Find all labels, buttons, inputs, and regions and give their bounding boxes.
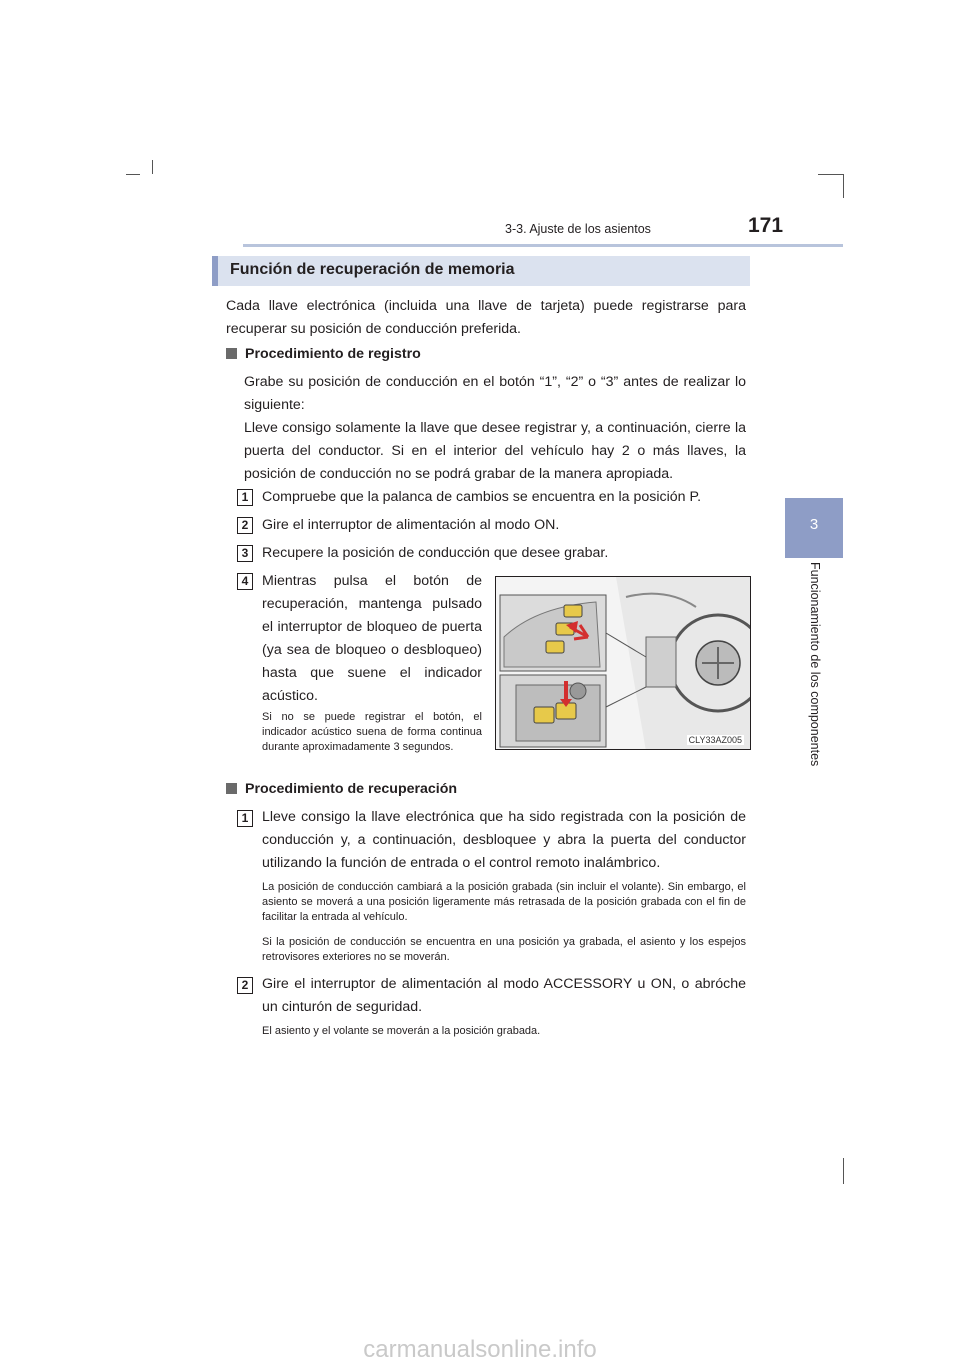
section-title: Función de recuperación de memoria bbox=[230, 261, 515, 278]
registration-step-1: Compruebe que la palanca de cambios se encuentra en la posición P. bbox=[262, 489, 702, 505]
chapter-title-vertical bbox=[800, 562, 830, 782]
crop-mark bbox=[152, 160, 153, 174]
header-rule bbox=[243, 244, 843, 247]
bullet-square-icon bbox=[226, 783, 237, 794]
registration-note: Si no se puede registrar el botón, el indicador acústico suena de forma continua durante aproximadamente 3 segundos. bbox=[262, 711, 482, 753]
chapter-tab bbox=[785, 498, 843, 558]
recall-note-2: El asiento y el volante se moverán a la posición grabada. bbox=[262, 1025, 541, 1037]
registration-heading bbox=[226, 346, 421, 362]
registration-step-4: Mientras pulsa el botón de recuperación, mantenga pulsado el interruptor de bloqueo de puerta (ya sea de bloqueo o desbloqueo) hasta que suene el indicador acústico. bbox=[262, 573, 482, 704]
registration-step-3: Recupere la posición de conducción que desee grabar. bbox=[262, 545, 609, 561]
step-number-badge: 3 bbox=[237, 545, 253, 562]
recall-heading-text: Procedimiento de recuperación bbox=[245, 781, 458, 797]
footer-watermark: carmanualsonline.info bbox=[363, 1336, 597, 1363]
crop-mark bbox=[843, 174, 844, 198]
recall-heading bbox=[226, 781, 457, 797]
intro-paragraph: Cada llave electrónica (incluida una llave de tarjeta) puede registrarse para recuperar su posición de conducción preferida. bbox=[226, 298, 746, 337]
registration-step-2: Gire el interruptor de alimentación al modo ON. bbox=[262, 517, 560, 533]
header-section: 3-3. Ajuste de los asientos bbox=[505, 222, 651, 236]
step-number-badge: 1 bbox=[237, 810, 253, 827]
section-title-box bbox=[212, 256, 750, 286]
step-number-badge: 1 bbox=[237, 489, 253, 506]
step-number-badge: 2 bbox=[237, 517, 253, 534]
recall-note-1b: Si la posición de conducción se encuentra en una posición ya grabada, el asiento y los espejos retrovisores exteriores no se moverán. bbox=[262, 936, 746, 963]
recall-step-2: Gire el interruptor de alimentación al modo ACCESSORY u ON, o abróche un cinturón de seguridad. bbox=[262, 976, 746, 1015]
chapter-title: Funcionamiento de los componentes bbox=[808, 562, 822, 767]
chapter-number: 3 bbox=[809, 516, 819, 533]
figure-illustration bbox=[496, 577, 751, 750]
crop-mark bbox=[818, 174, 844, 175]
crop-mark bbox=[843, 1158, 844, 1184]
step-number-badge: 2 bbox=[237, 977, 253, 994]
registration-heading-text: Procedimiento de registro bbox=[245, 346, 421, 362]
recall-note-1a: La posición de conducción cambiará a la posición grabada (sin incluir el volante). Sin embargo, el asiento se moverá a una posición ligeramente más retrasada de la posición grabada con el fin de facilitar la entrada al vehículo. bbox=[262, 881, 746, 923]
recall-step-1: Lleve consigo la llave electrónica que ha sido registrada con la posición de conducción y, a continuación, desbloquee y abra la puerta del conductor utilizando la función de entrada o el control remoto inalámbrico. bbox=[262, 809, 746, 871]
step-number-badge: 4 bbox=[237, 573, 253, 590]
crop-mark bbox=[126, 174, 140, 175]
registration-intro-1: Grabe su posición de conducción en el botón “1”, “2” o “3” antes de realizar lo siguiente: bbox=[244, 374, 746, 413]
page-number: 171 bbox=[748, 214, 784, 237]
bullet-square-icon bbox=[226, 348, 237, 359]
figure-code: CLY33AZ005 bbox=[688, 735, 742, 745]
figure-door-switches bbox=[495, 576, 751, 750]
registration-intro-2: Lleve consigo solamente la llave que desee registrar y, a continuación, cierre la puerta del conductor. Si en el interior del vehículo hay 2 o más llaves, la posición de conducción no se podrá grabar de la manera apropiada. bbox=[244, 420, 746, 482]
